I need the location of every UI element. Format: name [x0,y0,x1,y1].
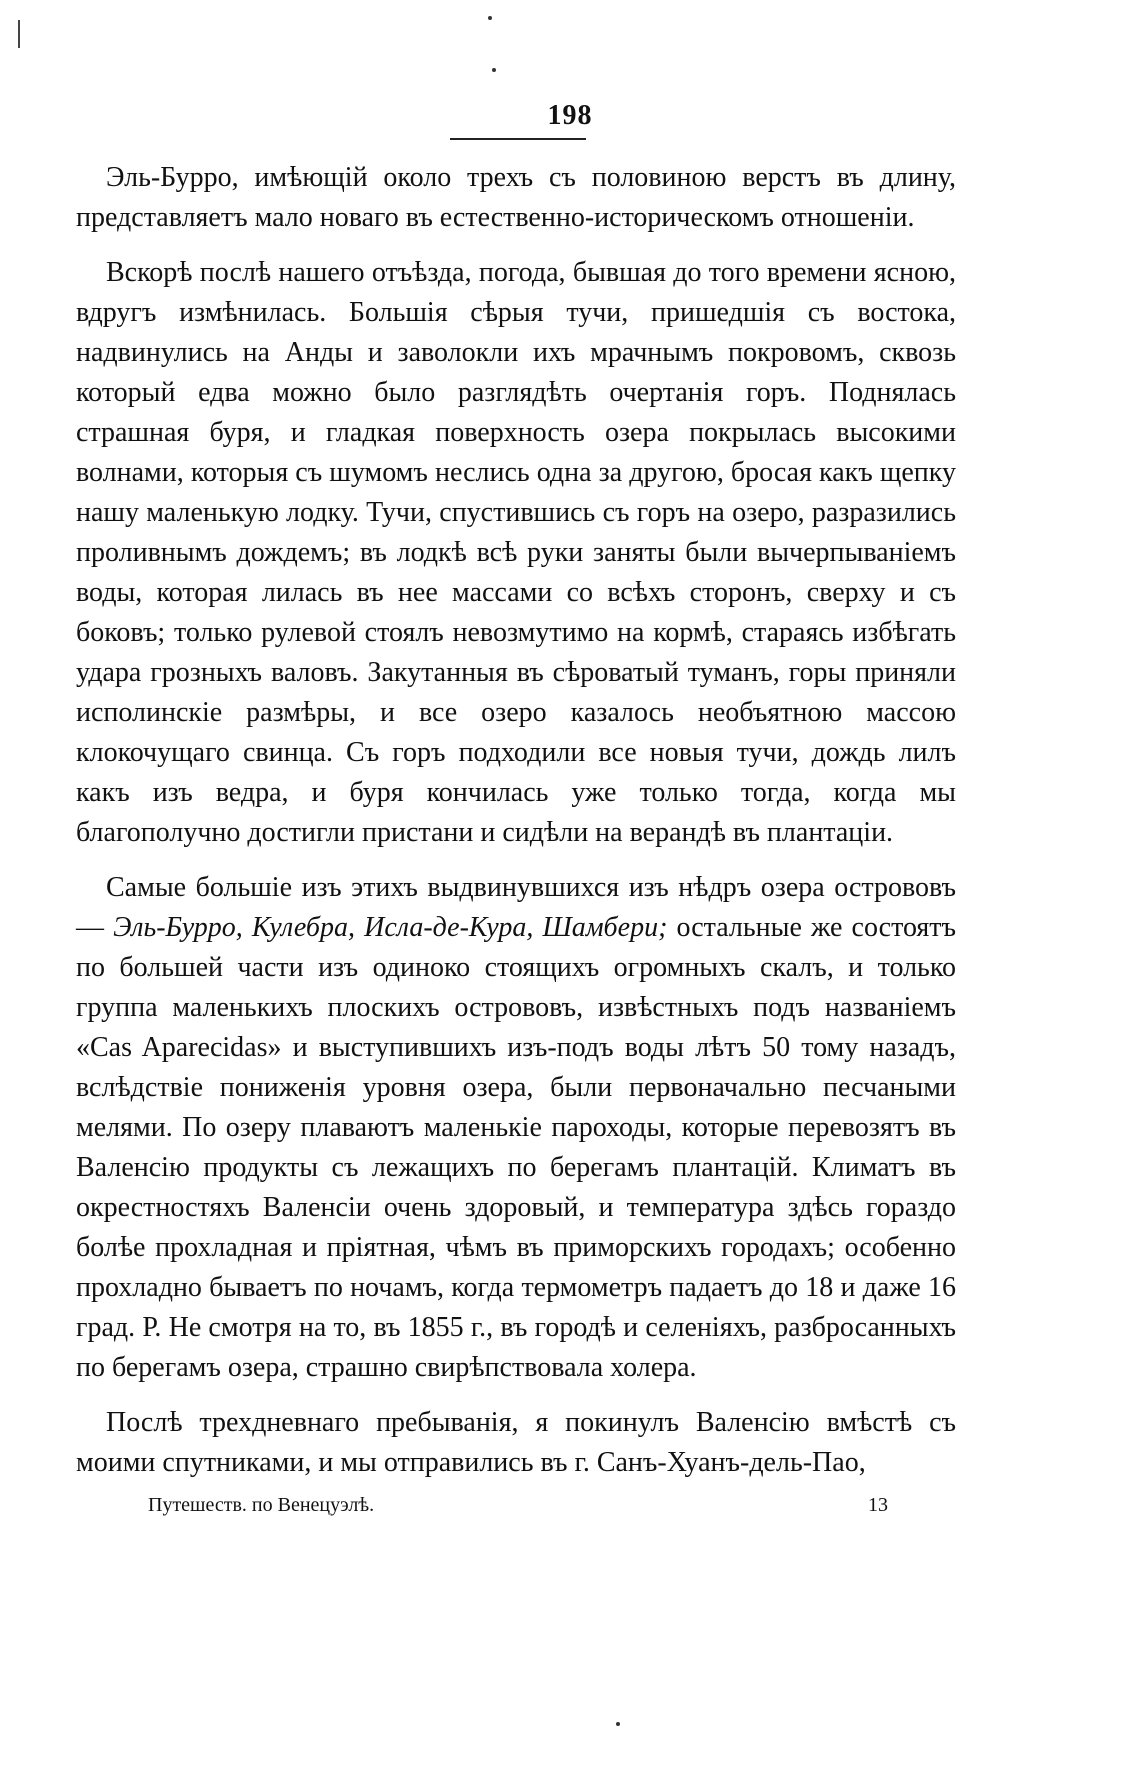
page-edge-mark [18,20,20,48]
signature-number: 13 [868,1494,888,1516]
paragraph-3-lead: Самые большіе изъ этихъ выдвинувшихся изъ нѣдръ озера острововъ — [76,872,956,943]
main-text [76,158,956,1498]
paragraph-1: Эль-Бурро, имѣющій около трехъ съ половиною верстъ въ длину, представляетъ мало новаго въ естественно-историческомъ отношеніи. [76,162,956,233]
print-speck [616,1722,620,1726]
paragraph-3-rest: остальные же состоятъ по большей части изъ одиноко стоящихъ огромныхъ скалъ, и только группа маленькихъ плоскихъ острововъ, извѣстныхъ подъ названіемъ «Cas Aparecidas» и выступившихъ изъ-подъ воды лѣтъ 50 тому назадъ, вслѣдствіе пониженія уровня озера, были первоначально песчаными мелями. По озеру плаваютъ маленькіе пароходы, которые перевозятъ въ Валенсію продукты съ лежащихъ по берегамъ плантацій. Климатъ въ окрестностяхъ Валенсіи очень здоровый, и температура здѣсь гораздо болѣе прохладная и пріятная, чѣмъ въ приморскихъ городахъ; особенно прохладно бываетъ по ночамъ, когда термометръ падаетъ до 18 и даже 16 град. Р. Не смотря на то, въ 1855 г., въ городѣ и селеніяхъ, разбросанныхъ по берегамъ озера, страшно свирѣпствовала холера. [76,912,957,1383]
print-speck [488,16,492,20]
paragraph-2: Вскорѣ послѣ нашего отъѣзда, погода, бывшая до того времени ясною, вдругъ измѣнилась. Большія сѣрыя тучи, пришедшія съ востока, надвинулись на Анды и заволокли ихъ мрачнымъ покровомъ, сквозь который едва можно было разглядѣть очертанія горъ. Поднялась страшная буря, и гладкая поверхность озера покрылась высокими волнами, которыя съ шумомъ неслись одна за другою, бросая какъ щепку нашу маленькую лодку. Тучи, спустившись съ горъ на озеро, разразились проливнымъ дождемъ; въ лодкѣ всѣ руки заняты были вычерпываніемъ воды, которая лилась въ нее массами со всѣхъ сторонъ, сверху и съ боковъ; только рулевой стоялъ невозмутимо на кормѣ, стараясь избѣгать удара грозныхъ валовъ. Закутанныя въ сѣроватый туманъ, горы приняли исполинскіе размѣры, и все озеро казалось необъятною массою клокочущаго свинца. Съ горъ подходили все новыя тучи, дождь лилъ какъ изъ ведра, и буря кончилась уже только тогда, когда мы благополучно достигли пристани и сидѣли на верандѣ въ плантаціи. [76,257,956,848]
page-number-rule [450,138,586,140]
page-footer [148,1494,888,1517]
paragraph-4: Послѣ трехдневнаго пребыванія, я покинулъ Валенсію вмѣстѣ съ моими спутниками, и мы отправились въ г. Санъ-Хуанъ-дель-Пао, [76,1407,956,1478]
footer-short-title: Путешеств. по Венецуэлѣ. [148,1494,375,1516]
paragraph-3 [76,868,956,1388]
island-names: Эль-Бурро, Кулебра, Исла-де-Кура, Шамбери; [113,912,668,943]
page-number: 198 [547,100,593,131]
print-speck [492,68,496,72]
